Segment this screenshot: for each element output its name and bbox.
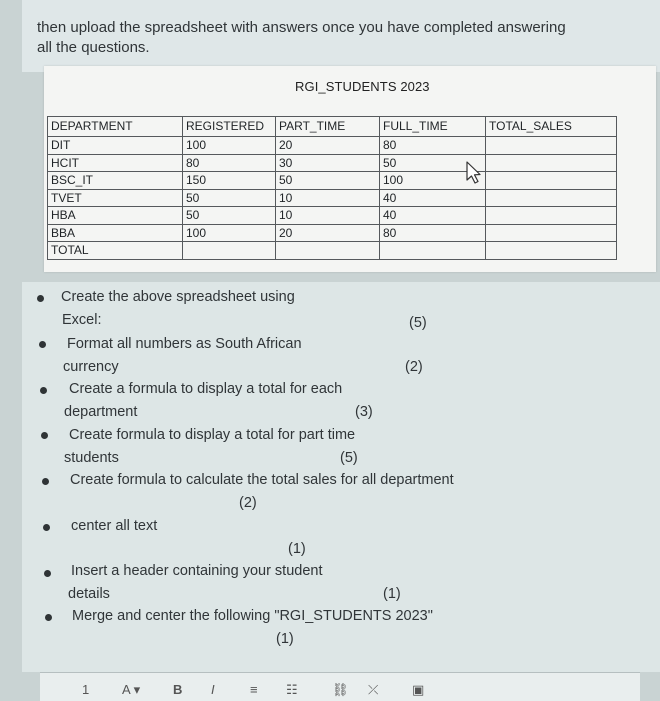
table-row — [48, 207, 617, 225]
table-row — [48, 137, 617, 155]
table-cell: 80 — [380, 137, 486, 155]
task-7-line-2: details — [68, 586, 110, 602]
task-4-line-1: Create formula to display a total for part time — [69, 427, 356, 443]
font-color-button[interactable]: A ▾ — [122, 682, 141, 697]
table-cell: HBA — [48, 207, 183, 225]
table-cell: HCIT — [48, 154, 183, 172]
table-cell: 150 — [183, 172, 276, 190]
table-cell: 30 — [276, 154, 380, 172]
editor-toolbar — [40, 672, 640, 701]
task-4-line-2: students — [64, 450, 119, 466]
task-2-line-1: Format all numbers as South African — [67, 336, 302, 352]
task-6-line-1: center all text — [71, 518, 158, 534]
table-cell: 50 — [183, 207, 276, 225]
task-1-marks: (5) — [409, 315, 427, 331]
header-cell: DEPARTMENT — [48, 117, 183, 137]
bullet-icon — [42, 478, 49, 485]
task-4-marks: (5) — [340, 450, 358, 466]
bullet-icon — [45, 614, 52, 621]
task-5-line-1: Create formula to calculate the total sales for all department — [70, 472, 454, 488]
table-cell — [486, 172, 617, 190]
table-cell — [380, 242, 486, 260]
table-cell — [486, 224, 617, 242]
header-cell: REGISTERED — [183, 117, 276, 137]
task-3-marks: (3) — [355, 404, 373, 420]
table-cell — [486, 137, 617, 155]
task-5-marks: (2) — [239, 495, 257, 511]
numbered-list-icon[interactable]: ☷ — [286, 682, 298, 697]
table-cell: DIT — [48, 137, 183, 155]
task-8-marks: (1) — [276, 631, 294, 647]
table-cell — [486, 189, 617, 207]
task-3-line-2: department — [64, 404, 138, 420]
table-cell: 50 — [276, 172, 380, 190]
table-cell: 80 — [380, 224, 486, 242]
spreadsheet-table — [47, 116, 617, 260]
intro-line-2: all the questions. — [37, 39, 150, 56]
italic-button[interactable]: I — [211, 682, 215, 697]
table-cell: 10 — [276, 189, 380, 207]
task-2-marks: (2) — [405, 359, 423, 375]
link-icon[interactable]: ⛓ — [332, 682, 349, 697]
intro-text — [37, 18, 627, 58]
table-cell — [276, 242, 380, 260]
table-cell: 20 — [276, 224, 380, 242]
task-1-line-2: Excel: — [62, 312, 102, 328]
table-cell: BBA — [48, 224, 183, 242]
task-2-line-2: currency — [63, 359, 119, 375]
table-cell — [183, 242, 276, 260]
task-8-line-1: Merge and center the following "RGI_STUDENTS 2023" — [72, 608, 433, 624]
task-3-line-1: Create a formula to display a total for each — [69, 381, 343, 397]
table-row-total — [48, 242, 617, 260]
bullet-icon — [37, 295, 44, 302]
bullet-icon — [44, 570, 51, 577]
table-cell: 10 — [276, 207, 380, 225]
table-cell: 100 — [380, 172, 486, 190]
bullet-icon — [43, 524, 50, 531]
table-cell — [486, 207, 617, 225]
table-row — [48, 154, 617, 172]
table-cell: 100 — [183, 224, 276, 242]
table-cell: BSC_IT — [48, 172, 183, 190]
intro-line-1: then upload the spreadsheet with answers once you have completed answering — [37, 19, 566, 36]
sheet-title: RGI_STUDENTS 2023 — [295, 79, 430, 94]
bullet-icon — [40, 387, 47, 394]
bold-button[interactable]: B — [173, 682, 183, 697]
task-7-marks: (1) — [383, 586, 401, 602]
table-cell: 80 — [183, 154, 276, 172]
table-cell — [486, 242, 617, 260]
task-1-line-1: Create the above spreadsheet using — [61, 289, 295, 305]
task-7-line-1: Insert a header containing your student — [71, 563, 323, 579]
table-row — [48, 172, 617, 190]
table-cell: 20 — [276, 137, 380, 155]
image-icon[interactable]: ▣ — [412, 682, 425, 697]
paragraph-style-button[interactable]: 1 — [82, 682, 90, 697]
table-cell — [486, 154, 617, 172]
mouse-pointer-icon — [466, 161, 482, 185]
header-cell: PART_TIME — [276, 117, 380, 137]
table-header-row — [48, 117, 617, 137]
table-row — [48, 189, 617, 207]
bullet-icon — [39, 341, 46, 348]
table-cell: 40 — [380, 207, 486, 225]
header-cell: TOTAL_SALES — [486, 117, 617, 137]
table-cell: TVET — [48, 189, 183, 207]
table-row — [48, 224, 617, 242]
table-cell: 100 — [183, 137, 276, 155]
header-cell: FULL_TIME — [380, 117, 486, 137]
table-cell: 40 — [380, 189, 486, 207]
task-6-marks: (1) — [288, 541, 306, 557]
unlink-icon[interactable]: ⤫ — [368, 682, 379, 697]
table-cell: 50 — [183, 189, 276, 207]
table-cell: 50 — [380, 154, 486, 172]
bullet-icon — [41, 432, 48, 439]
bullet-list-icon[interactable]: ≡ — [250, 682, 258, 697]
table-cell: TOTAL — [48, 242, 183, 260]
